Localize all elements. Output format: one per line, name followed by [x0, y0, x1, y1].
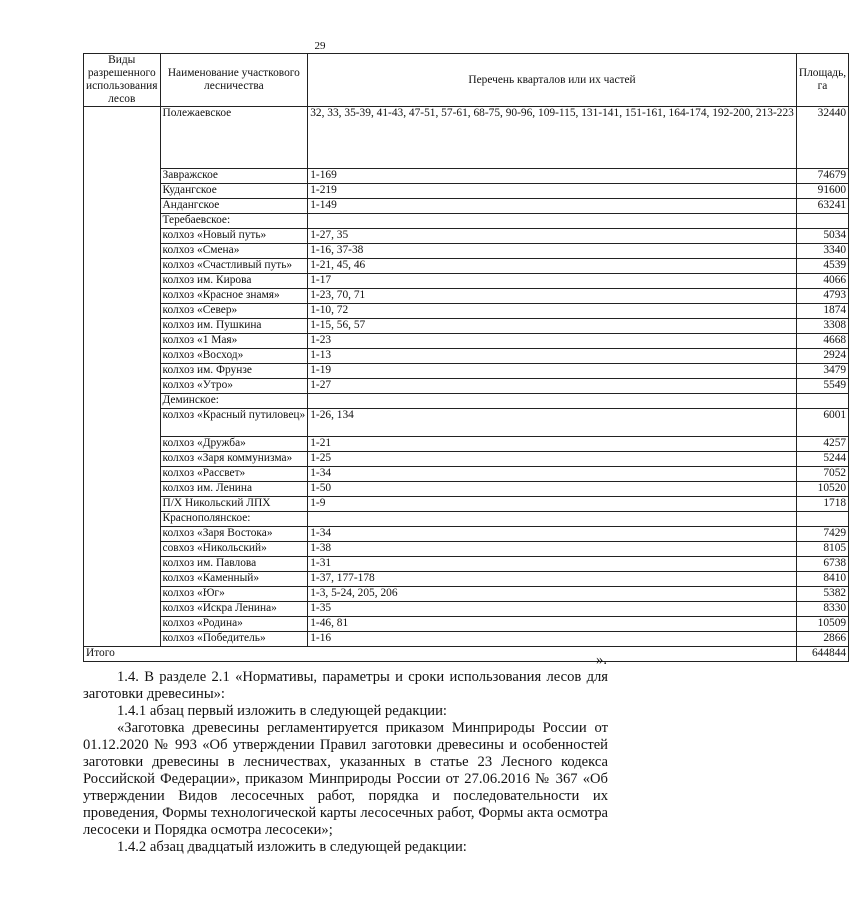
- area-cell: 3308: [796, 319, 848, 334]
- quarters-cell: [308, 214, 797, 229]
- forestry-name-cell: П/Х Никольский ЛПХ: [160, 497, 308, 512]
- area-cell: 7052: [796, 467, 848, 482]
- quarters-cell: 1-27, 35: [308, 229, 797, 244]
- forestry-name-cell: колхоз им. Пушкина: [160, 319, 308, 334]
- table-row: [84, 274, 849, 289]
- quarters-cell: 1-17: [308, 274, 797, 289]
- table-row: [84, 602, 849, 617]
- quarters-cell: 32, 33, 35-39, 41-43, 47-51, 57-61, 68-75, 90-96, 109-115, 131-141, 151-161, 164-174, 192-200, 213-223: [308, 107, 797, 169]
- area-cell: 2924: [796, 349, 848, 364]
- area-cell: [796, 512, 848, 527]
- forestry-name-cell: Краснополянское:: [160, 512, 308, 527]
- quarters-cell: 1-27: [308, 379, 797, 394]
- forestry-name-cell: колхоз «Смена»: [160, 244, 308, 259]
- forestry-name-cell: колхоз «Заря коммунизма»: [160, 452, 308, 467]
- area-cell: 5549: [796, 379, 848, 394]
- area-cell: 1874: [796, 304, 848, 319]
- forestry-name-cell: Теребаевское:: [160, 214, 308, 229]
- table-row: [84, 379, 849, 394]
- table-row: [84, 259, 849, 274]
- paragraph-1-4: 1.4. В разделе 2.1 «Нормативы, параметры и сроки использования лесов для заготовки древесины»:: [83, 669, 608, 702]
- area-cell: [796, 394, 848, 409]
- area-cell: 8410: [796, 572, 848, 587]
- table-row: [84, 244, 849, 259]
- forestry-name-cell: колхоз им. Фрунзе: [160, 364, 308, 379]
- forestry-name-cell: колхоз им. Ленина: [160, 482, 308, 497]
- forestry-name-cell: совхоз «Никольский»: [160, 542, 308, 557]
- quarters-cell: 1-37, 177-178: [308, 572, 797, 587]
- forestry-name-cell: колхоз «Родина»: [160, 617, 308, 632]
- table-row: [84, 364, 849, 379]
- area-cell: 7429: [796, 527, 848, 542]
- table-row: [84, 632, 849, 647]
- table-row: [84, 587, 849, 602]
- table-row: [84, 482, 849, 497]
- forestry-name-cell: колхоз «Юг»: [160, 587, 308, 602]
- quarters-cell: 1-23, 70, 71: [308, 289, 797, 304]
- area-cell: 2866: [796, 632, 848, 647]
- area-cell: 63241: [796, 199, 848, 214]
- quarters-cell: 1-10, 72: [308, 304, 797, 319]
- quarters-cell: 1-21, 45, 46: [308, 259, 797, 274]
- quarters-cell: 1-21: [308, 437, 797, 452]
- area-cell: 1718: [796, 497, 848, 512]
- table-row: [84, 304, 849, 319]
- header-area: Площадь, га: [796, 54, 848, 107]
- forestry-name-cell: колхоз «Победитель»: [160, 632, 308, 647]
- forestry-name-cell: колхоз «Дружба»: [160, 437, 308, 452]
- area-cell: 32440: [796, 107, 848, 169]
- quarters-cell: 1-16, 37-38: [308, 244, 797, 259]
- area-cell: 8105: [796, 542, 848, 557]
- quarters-cell: [308, 512, 797, 527]
- table-row: [84, 512, 849, 527]
- area-cell: 5382: [796, 587, 848, 602]
- total-value: 644844: [796, 647, 848, 662]
- quarters-cell: 1-3, 5-24, 205, 206: [308, 587, 797, 602]
- area-cell: 4257: [796, 437, 848, 452]
- quarters-cell: 1-38: [308, 542, 797, 557]
- table-row: [84, 229, 849, 244]
- table-row: [84, 334, 849, 349]
- table-row: [84, 527, 849, 542]
- table-row: [84, 199, 849, 214]
- header-forestry-name: Наименование участкового лесничества: [160, 54, 308, 107]
- table-row: [84, 214, 849, 229]
- quarters-cell: 1-13: [308, 349, 797, 364]
- forestry-name-cell: колхоз им. Кирова: [160, 274, 308, 289]
- header-quarters: Перечень кварталов или их частей: [308, 54, 797, 107]
- table-row: [84, 467, 849, 482]
- use-type-cell: [84, 107, 161, 647]
- forestry-name-cell: колхоз «Север»: [160, 304, 308, 319]
- quarters-cell: 1-149: [308, 199, 797, 214]
- table-row: [84, 394, 849, 409]
- table-header-row: [84, 54, 849, 107]
- table-row: [84, 319, 849, 334]
- quarters-cell: 1-16: [308, 632, 797, 647]
- quarters-cell: 1-46, 81: [308, 617, 797, 632]
- area-cell: 4066: [796, 274, 848, 289]
- area-cell: 6738: [796, 557, 848, 572]
- table-row: [84, 169, 849, 184]
- header-use-type: Виды разрешенного использования лесов: [84, 54, 161, 107]
- forestry-name-cell: колхоз «1 Мая»: [160, 334, 308, 349]
- table-row: [84, 289, 849, 304]
- table-row: [84, 542, 849, 557]
- forestry-name-cell: Кудангское: [160, 184, 308, 199]
- area-cell: 4539: [796, 259, 848, 274]
- page-number: 29: [314, 40, 326, 52]
- forestry-name-cell: колхоз «Красное знамя»: [160, 289, 308, 304]
- forestry-name-cell: Деминское:: [160, 394, 308, 409]
- table-row: [84, 572, 849, 587]
- paragraph-quote: «Заготовка древесины регламентируется приказом Минприроды России от 01.12.2020 № 993 «Об утверждении Правил заготовки древесины и особенностей заготовки древесины в лесничествах, указанных в статье 23 Лесного кодекса Российской Федерации», приказом Минприроды России от 27.06.2016 № 367 «Об утверждении Видов лесосечных работ, порядка и последовательности их проведения, Формы технологической карты лесосечных работ, Формы акта осмотра лесосеки и Порядка осмотра лесосеки»;: [83, 720, 608, 838]
- paragraph-1-4-1: 1.4.1 абзац первый изложить в следующей редакции:: [117, 703, 447, 719]
- area-cell: 8330: [796, 602, 848, 617]
- table-row: [84, 557, 849, 572]
- table-row: [84, 107, 849, 169]
- forestry-name-cell: Андангское: [160, 199, 308, 214]
- forestry-name-cell: колхоз «Искра Ленина»: [160, 602, 308, 617]
- area-cell: 3340: [796, 244, 848, 259]
- quarters-cell: 1-34: [308, 527, 797, 542]
- quarters-cell: 1-35: [308, 602, 797, 617]
- area-cell: 74679: [796, 169, 848, 184]
- forestry-name-cell: колхоз «Новый путь»: [160, 229, 308, 244]
- quarters-cell: 1-26, 134: [308, 409, 797, 437]
- table-row: [84, 617, 849, 632]
- paragraph-1-4-2: 1.4.2 абзац двадцатый изложить в следующей редакции:: [117, 839, 467, 855]
- table-row: [84, 437, 849, 452]
- area-cell: 3479: [796, 364, 848, 379]
- quarters-cell: 1-15, 56, 57: [308, 319, 797, 334]
- quarters-cell: 1-50: [308, 482, 797, 497]
- area-cell: 4793: [796, 289, 848, 304]
- forestry-name-cell: Полежаевское: [160, 107, 308, 169]
- forestry-name-cell: колхоз «Заря Востока»: [160, 527, 308, 542]
- quarters-cell: [308, 394, 797, 409]
- table-row: [84, 349, 849, 364]
- quarters-cell: 1-169: [308, 169, 797, 184]
- area-cell: 5244: [796, 452, 848, 467]
- forestry-name-cell: колхоз «Восход»: [160, 349, 308, 364]
- table-row: [84, 184, 849, 199]
- forestry-name-cell: колхоз им. Павлова: [160, 557, 308, 572]
- quarters-cell: 1-19: [308, 364, 797, 379]
- quarters-cell: 1-34: [308, 467, 797, 482]
- total-row: [84, 647, 849, 662]
- total-label: Итого: [84, 647, 797, 662]
- forestry-name-cell: колхоз «Каменный»: [160, 572, 308, 587]
- forestry-name-cell: колхоз «Рассвет»: [160, 467, 308, 482]
- forest-use-table: [83, 53, 849, 662]
- table-row: [84, 497, 849, 512]
- table-body: [84, 107, 849, 662]
- quarters-cell: 1-23: [308, 334, 797, 349]
- area-cell: [796, 214, 848, 229]
- forestry-name-cell: колхоз «Красный путиловец»: [160, 409, 308, 437]
- area-cell: 10509: [796, 617, 848, 632]
- area-cell: 10520: [796, 482, 848, 497]
- table-row: [84, 409, 849, 437]
- closing-quote: ».: [596, 652, 607, 668]
- quarters-cell: 1-31: [308, 557, 797, 572]
- quarters-cell: 1-25: [308, 452, 797, 467]
- area-cell: 4668: [796, 334, 848, 349]
- forestry-name-cell: колхоз «Утро»: [160, 379, 308, 394]
- area-cell: 5034: [796, 229, 848, 244]
- forestry-name-cell: Завражское: [160, 169, 308, 184]
- forestry-name-cell: колхоз «Счастливый путь»: [160, 259, 308, 274]
- quarters-cell: 1-219: [308, 184, 797, 199]
- area-cell: 91600: [796, 184, 848, 199]
- table-row: [84, 452, 849, 467]
- area-cell: 6001: [796, 409, 848, 437]
- quarters-cell: 1-9: [308, 497, 797, 512]
